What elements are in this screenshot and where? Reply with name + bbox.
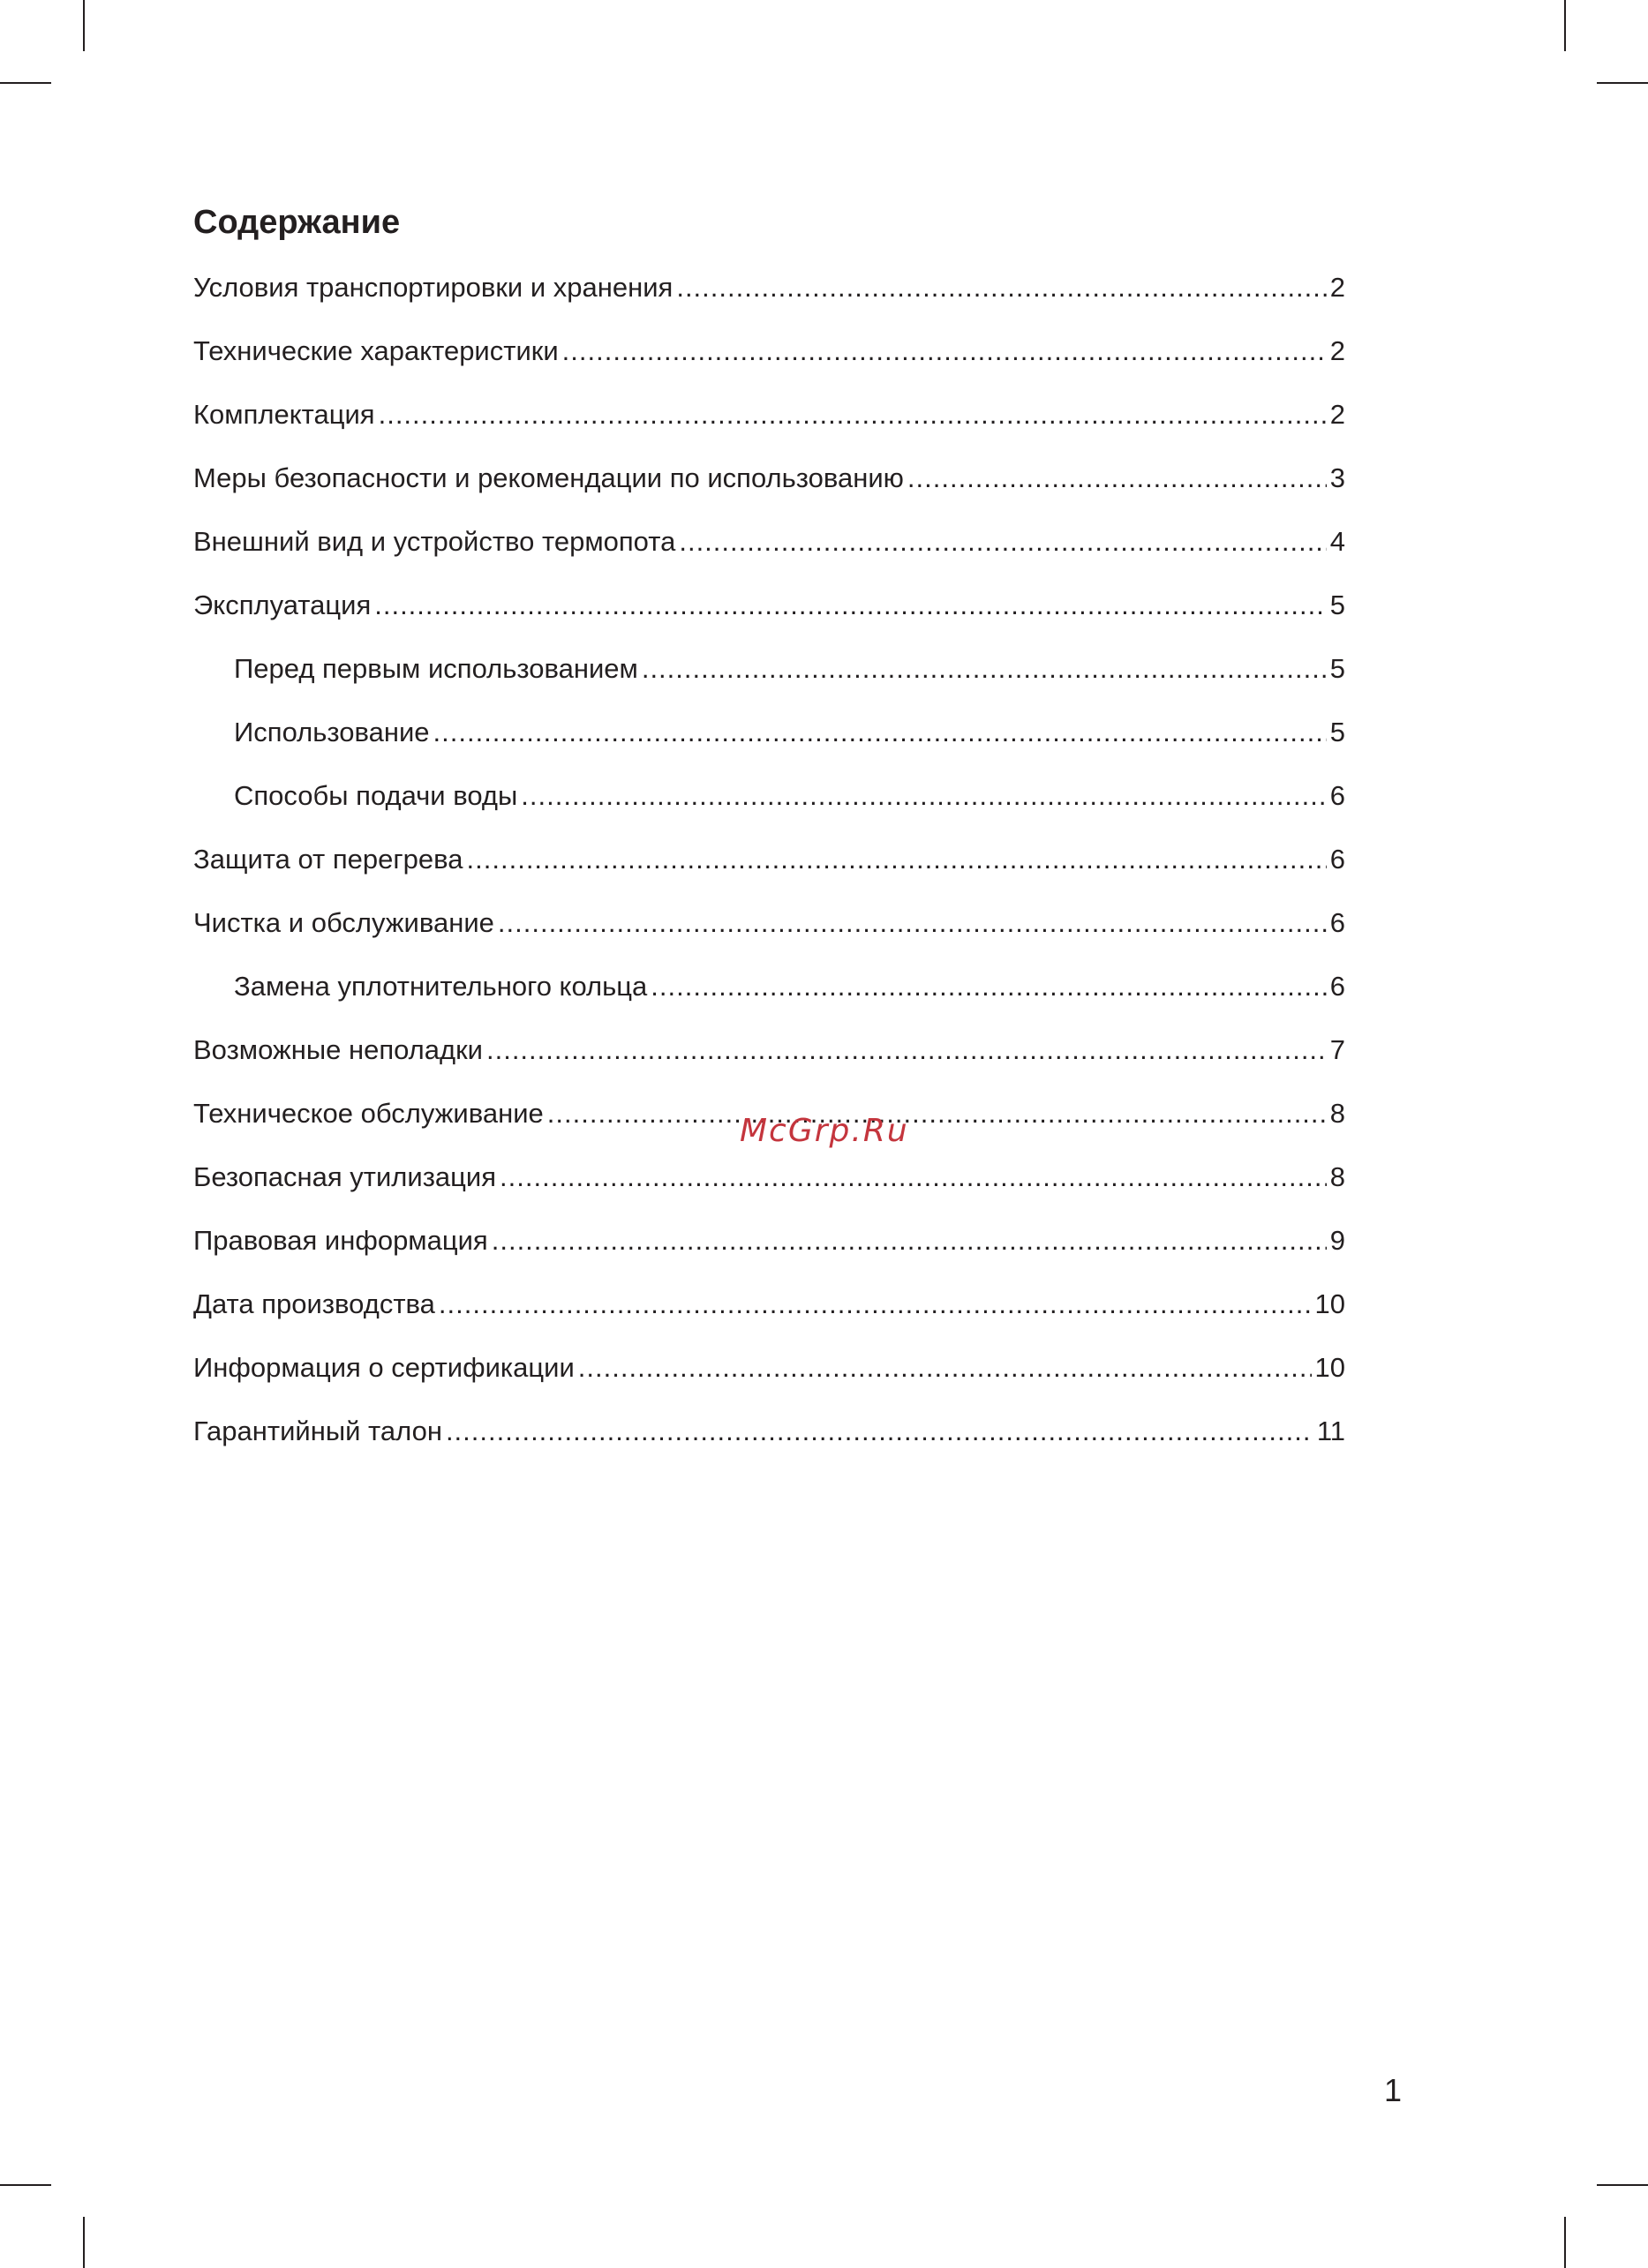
toc-dot-leader (651, 964, 1326, 1010)
toc-entry-label: Информация о сертификации (193, 1352, 575, 1383)
toc-entry-page: 2 (1329, 272, 1345, 303)
crop-mark-bottom-left-vertical (83, 2217, 85, 2268)
toc-dot-leader (642, 646, 1327, 692)
toc-subentry[interactable] (193, 710, 1345, 773)
toc-entry-page: 2 (1329, 335, 1345, 366)
toc-dot-leader (467, 837, 1327, 882)
toc-entry[interactable] (193, 1281, 1345, 1345)
toc-entry-label: Способы подачи воды (234, 780, 518, 811)
toc-entry-page: 2 (1329, 399, 1345, 430)
toc-entry-label: Дата производства (193, 1288, 435, 1319)
toc-entry-label: Чистка и обслуживание (193, 907, 494, 938)
toc-entry-page: 10 (1314, 1288, 1345, 1319)
toc-entry-label: Меры безопасности и рекомендации по использованию (193, 462, 904, 493)
toc-entry[interactable] (193, 1408, 1345, 1472)
toc-entry-label: Условия транспортировки и хранения (193, 272, 673, 303)
toc-entry-page: 11 (1316, 1416, 1345, 1446)
toc-entry[interactable] (193, 519, 1345, 582)
toc-entry[interactable] (193, 837, 1345, 900)
toc-dot-leader (500, 1154, 1327, 1200)
crop-mark-top-left-vertical (83, 0, 85, 51)
toc-entry-page: 9 (1329, 1225, 1345, 1256)
toc-subentry[interactable] (193, 646, 1345, 710)
crop-mark-bottom-right-vertical (1564, 2217, 1566, 2268)
toc-dot-leader (439, 1281, 1312, 1327)
toc-entry-page: 6 (1329, 907, 1345, 938)
crop-mark-bottom-right-horizontal (1597, 2184, 1648, 2186)
toc-entry-label: Внешний вид и устройство термопота (193, 526, 676, 557)
toc-entry[interactable] (193, 1154, 1345, 1218)
toc-entry-label: Перед первым использованием (234, 653, 638, 684)
toc-entry[interactable] (193, 1345, 1345, 1408)
toc-entry[interactable] (193, 392, 1345, 455)
toc-entry-page: 6 (1329, 971, 1345, 1002)
toc-entry-page: 10 (1314, 1352, 1345, 1383)
toc-entry-page: 5 (1329, 653, 1345, 684)
toc-dot-leader (498, 900, 1327, 946)
toc-entry-label: Использование (234, 717, 430, 747)
toc-entry-label: Комплектация (193, 399, 375, 430)
toc-dot-leader (486, 1027, 1327, 1073)
toc-list (193, 265, 1345, 1472)
toc-dot-leader (679, 519, 1326, 565)
toc-entry-label: Безопасная утилизация (193, 1161, 497, 1192)
crop-mark-top-right-horizontal (1597, 82, 1648, 84)
page-number: 1 (1384, 2072, 1403, 2108)
toc-entry-page: 5 (1329, 717, 1345, 747)
toc-dot-leader (521, 773, 1326, 819)
toc-entry-page: 7 (1329, 1034, 1345, 1065)
toc-entry-label: Техническое обслуживание (193, 1098, 544, 1129)
toc-entry-page: 6 (1329, 780, 1345, 811)
toc-entry-page: 8 (1329, 1098, 1345, 1129)
toc-entry-label: Возможные неполадки (193, 1034, 483, 1065)
toc-dot-leader (676, 265, 1326, 311)
toc-dot-leader (379, 392, 1327, 438)
toc-entry-label: Эксплуатация (193, 590, 372, 620)
toc-entry-page: 5 (1329, 590, 1345, 620)
crop-mark-top-right-vertical (1564, 0, 1566, 51)
crop-mark-top-left-horizontal (0, 82, 51, 84)
toc-entry-page: 8 (1329, 1161, 1345, 1192)
crop-mark-bottom-left-horizontal (0, 2184, 51, 2186)
toc-entry[interactable] (193, 328, 1345, 392)
toc-entry[interactable] (193, 582, 1345, 646)
toc-entry[interactable] (193, 1218, 1345, 1281)
toc-dot-leader (374, 582, 1327, 628)
toc-subentry[interactable] (193, 964, 1345, 1027)
toc-title: Содержание (193, 204, 401, 241)
watermark: McGrp.Ru (740, 1113, 909, 1149)
toc-dot-leader (562, 328, 1327, 374)
toc-entry[interactable] (193, 1027, 1345, 1091)
toc-dot-leader (433, 710, 1327, 755)
toc-dot-leader (492, 1218, 1327, 1264)
toc-entry-label: Защита от перегрева (193, 844, 463, 875)
toc-entry[interactable] (193, 900, 1345, 964)
toc-entry-label: Технические характеристики (193, 335, 559, 366)
toc-entry-label: Правовая информация (193, 1225, 488, 1256)
toc-entry[interactable] (193, 265, 1345, 328)
toc-entry-label: Замена уплотнительного кольца (234, 971, 648, 1002)
toc-entry-label: Гарантийный талон (193, 1416, 442, 1446)
toc-subentry[interactable] (193, 773, 1345, 837)
toc-entry-page: 3 (1329, 462, 1345, 493)
toc-dot-leader (907, 455, 1327, 501)
toc-entry-page: 6 (1329, 844, 1345, 875)
toc-dot-leader (547, 1091, 1327, 1137)
toc-dot-leader (578, 1345, 1312, 1391)
toc-entry[interactable] (193, 455, 1345, 519)
toc-dot-leader (446, 1408, 1313, 1454)
toc-entry-page: 4 (1329, 526, 1345, 557)
